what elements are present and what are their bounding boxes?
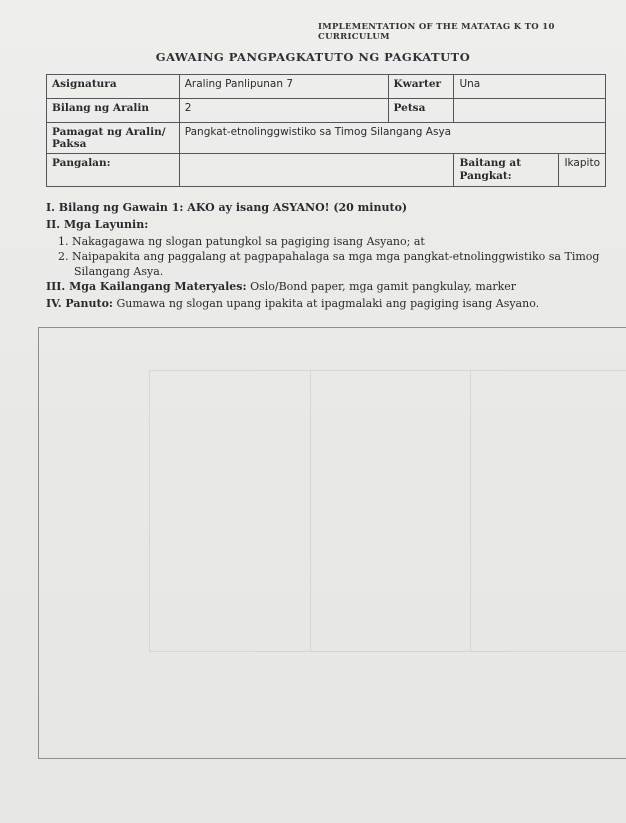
- gawain-title: [46, 200, 621, 215]
- pangalan-field[interactable]: [179, 154, 454, 187]
- objectives-list: [58, 234, 621, 279]
- kwarter-value: Una: [454, 75, 606, 99]
- pangalan-label: Pangalan:: [47, 154, 180, 187]
- bilang-label: Bilang ng Aralin: [47, 99, 180, 123]
- curriculum-header: IMPLEMENTATION OF THE MATATAG K TO 10 CURRICULUM: [318, 22, 555, 42]
- panuto-value: Gumawa ng slogan upang ipakita at ipagmalaki ang pagiging isang Asyano.: [116, 297, 540, 310]
- show-through-divider: [310, 371, 311, 651]
- show-through-divider: [470, 371, 471, 651]
- info-table: [46, 74, 606, 187]
- panuto-line: [46, 296, 621, 311]
- objective-2: 2. Naipapakita ang paggalang at pagpapahalaga sa mga mga pangkat-etnolinggwistiko sa Timog Silangang Asya.: [58, 250, 600, 278]
- materyales-value: Oslo/Bond paper, mga gamit pangkulay, marker: [250, 280, 517, 293]
- show-through-decoration: [119, 370, 626, 650]
- asignatura-label: Asignatura: [47, 75, 180, 99]
- info-row-asignatura: [47, 75, 606, 99]
- kwarter-label: Kwarter: [388, 75, 454, 99]
- materyales-label: III. Mga Kailangang Materyales:: [46, 280, 247, 293]
- info-row-bilang: [47, 99, 606, 123]
- petsa-label: Petsa: [388, 99, 454, 123]
- baitang-value: Ikapito: [559, 154, 606, 187]
- pamagat-label: Pamagat ng Aralin/ Paksa: [47, 123, 180, 154]
- baitang-label: Baitang at Pangkat:: [454, 154, 559, 187]
- layunin-heading-text: II. Mga Layunin:: [46, 218, 149, 231]
- asignatura-value: Araling Panlipunan 7: [179, 75, 388, 99]
- bilang-value: 2: [179, 99, 388, 123]
- info-row-pamagat: [47, 123, 606, 154]
- instructions: [46, 200, 621, 313]
- petsa-field[interactable]: [454, 99, 606, 123]
- gawain-text: I. Bilang ng Gawain 1: AKO ay isang ASYANO! (20 minuto): [46, 201, 408, 214]
- form-title: GAWAING PANGPAGKATUTO NG PAGKATUTO: [155, 50, 471, 64]
- info-row-pangalan: [47, 154, 606, 187]
- panuto-label: IV. Panuto:: [46, 297, 113, 310]
- layunin-heading: [46, 217, 621, 232]
- show-through-grid: [149, 370, 626, 652]
- pamagat-value: Pangkat-etnolinggwistiko sa Timog Silangang Asya: [179, 123, 605, 154]
- materyales-line: [46, 279, 621, 294]
- objective-1: 1. Nakagagawa ng slogan patungkol sa pagiging isang Asyano; at: [58, 235, 425, 248]
- slogan-answer-box[interactable]: [38, 327, 626, 759]
